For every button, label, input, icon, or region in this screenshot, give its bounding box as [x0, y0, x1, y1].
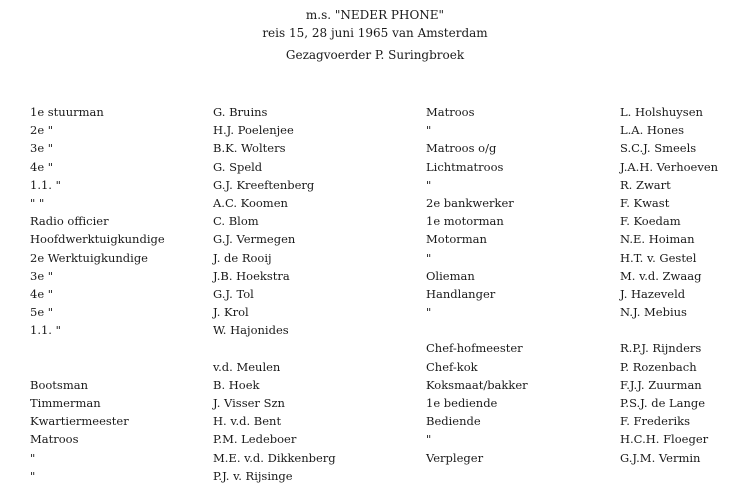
crew-rank: 1e motorman [426, 214, 504, 229]
crew-name: M.E. v.d. Dikkenberg [213, 450, 336, 465]
row-spacer [426, 321, 611, 339]
crew-name: H.T. v. Gestel [620, 250, 697, 265]
row-spacer [620, 321, 748, 339]
crew-name: J. Visser Szn [213, 396, 285, 410]
crew-rank: Bootsman [30, 377, 88, 392]
crew-rank: Matroos [426, 105, 475, 119]
captain-name: Gezagvoerder P. Suringbroek [285, 48, 465, 62]
crew-rank: 5e " [30, 305, 54, 320]
crew-name: G.J. Kreeftenberg [213, 177, 315, 192]
crew-rank: 2e bankwerker [426, 195, 514, 210]
crew-name: L. Holshuysen [620, 105, 703, 119]
ship-name: m.s. "NEDER PHONE" [305, 8, 445, 22]
crew-name: P.M. Ledeboer [213, 432, 297, 447]
crew-name: M. v.d. Zwaag [620, 268, 702, 283]
crew-name: F. Kwast [620, 195, 670, 210]
crew-name: N.J. Mebius [620, 305, 687, 320]
left-rank-column [30, 103, 210, 485]
crew-rank: 1.1. " [30, 177, 61, 192]
crew-name: H. v.d. Bent [213, 414, 282, 429]
crew-rank: " [426, 123, 432, 138]
crew-rank: Handlanger [426, 286, 496, 301]
row-spacer [213, 339, 408, 357]
crew-name: C. Blom [213, 214, 259, 229]
crew-name: F. Frederiks [620, 414, 690, 429]
crew-rank: 1e bediende [426, 396, 498, 410]
crew-rank: " " [30, 195, 45, 210]
crew-name: B. Hoek [213, 377, 260, 392]
crew-rank: Radio officier [30, 214, 109, 229]
crew-name: J.A.H. Verhoeven [620, 159, 719, 174]
crew-rank: Lichtmatroos [426, 159, 504, 174]
crew-name: H.J. Poelenjee [213, 123, 294, 138]
crew-name: F.J.J. Zuurman [620, 377, 702, 392]
crew-rank: Chef-hofmeester [426, 341, 523, 356]
crew-name: F. Koedam [620, 214, 681, 229]
crew-rank: " [426, 305, 432, 320]
crew-name: S.C.J. Smeels [620, 141, 697, 156]
crew-rank: 1.1. " [30, 323, 61, 338]
crew-rank: Matroos o/g [426, 141, 497, 156]
crew-name: v.d. Meulen [213, 359, 281, 374]
crew-name: G. Bruins [213, 105, 268, 119]
crew-name: G.J.M. Vermin [620, 450, 701, 465]
crew-rank: Olieman [426, 268, 475, 283]
crew-rank: 4e " [30, 286, 54, 301]
crew-rank: Hoofdwerktuigkundige [30, 232, 165, 247]
crew-rank: " [30, 450, 36, 465]
crew-rank: 3e " [30, 268, 54, 283]
crew-rank: " [426, 177, 432, 192]
crew-name: L.A. Hones [620, 123, 684, 138]
crew-rank: Motorman [426, 232, 487, 247]
crew-name: P.J. v. Rijsinge [213, 468, 293, 483]
crew-rank: 2e Werktuigkundige [30, 250, 148, 265]
crew-name: J. de Rooij [213, 250, 272, 265]
crew-rank: 2e " [30, 123, 54, 138]
crew-name: R.P.J. Rijnders [620, 341, 702, 356]
crew-rank: Kwartiermeester [30, 414, 129, 429]
crew-rank: " [30, 468, 36, 483]
crew-name: G. Speld [213, 159, 263, 174]
crew-name: B.K. Wolters [213, 141, 286, 156]
crew-name: G.J. Tol [213, 286, 254, 301]
crew-rank: " [426, 432, 432, 447]
crew-rank: Matroos [30, 432, 79, 447]
crew-rank: 3e " [30, 141, 54, 156]
crew-name: R. Zwart [620, 177, 671, 192]
crew-name: G.J. Vermegen [213, 232, 296, 247]
right-rank-column [426, 103, 611, 467]
left-name-column [213, 103, 408, 485]
voyage-info: reis 15, 28 juni 1965 van Amsterdam [262, 26, 488, 40]
right-name-column [620, 103, 748, 467]
crew-rank: Timmerman [30, 396, 101, 410]
crew-rank [30, 358, 210, 376]
crew-rank: 4e " [30, 159, 54, 174]
crew-rank: Koksmaat/bakker [426, 377, 528, 392]
crew-name: J. Krol [213, 305, 249, 320]
crew-rank: Bediende [426, 414, 481, 429]
crew-name: N.E. Hoiman [620, 232, 695, 247]
crew-name: H.C.H. Floeger [620, 432, 709, 447]
crew-name: W. Hajonides [213, 323, 289, 338]
crew-name: J.B. Hoekstra [213, 268, 290, 283]
crew-name: J. Hazeveld [620, 286, 686, 301]
crew-rank: " [426, 250, 432, 265]
crew-rank: Verpleger [426, 450, 484, 465]
row-spacer [30, 339, 210, 357]
document-header [0, 6, 750, 64]
crew-name: A.C. Koomen [213, 195, 288, 210]
crew-rank: Chef-kok [426, 359, 478, 374]
crew-name: P. Rozenbach [620, 359, 697, 374]
crew-name: P.S.J. de Lange [620, 396, 706, 410]
crew-rank: 1e stuurman [30, 105, 104, 119]
